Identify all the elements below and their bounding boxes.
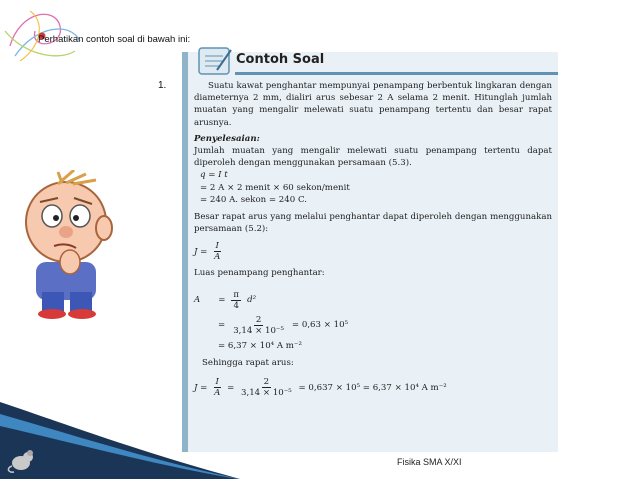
diameter-squared: d² [247, 295, 257, 306]
mouse-icon [6, 444, 36, 474]
problem-text: Suatu kawat penghantar mempunyai penampang berbentuk lingkaran dengan diameternya 2 mm, dialiri arus sebesar 2 A selama 2 menit. Hitunglah jumlah muatan yang mengalir melewati suatu penampang tertentu dan besar rapat arusnya. [194, 81, 552, 128]
formula-area-line-3 [194, 340, 552, 352]
equation-q-step-1: = 2 A × 2 menit × 60 sekon/menit [200, 182, 350, 193]
panel-content [194, 80, 552, 398]
equals-sign: = [218, 320, 226, 331]
equals-sign: = [218, 295, 226, 306]
fraction-denominator: A [214, 388, 221, 399]
corner-decoration [0, 402, 240, 479]
fraction-numerator: 2 [255, 314, 262, 325]
fraction-denominator: 3,14 × 10⁻⁵ [233, 325, 284, 336]
formula-area-line-1 [194, 290, 552, 311]
solution-paragraph-4: Sehingga rapat arus: [202, 357, 294, 368]
equation-q: q = I t [200, 170, 228, 181]
formula-final [194, 377, 552, 398]
formula-j [194, 241, 552, 262]
fraction-pi-over-4 [231, 290, 241, 311]
fraction-numerator: 2 [263, 377, 270, 388]
footer-text: Fisika SMA X/XI [397, 457, 462, 467]
fraction-area-value [231, 315, 286, 336]
area-symbol: A [194, 295, 201, 306]
equals-sign: = [227, 383, 235, 394]
fraction-numerator: I [215, 377, 219, 388]
fraction-denominator: 3,14 × 10⁻⁵ [241, 388, 292, 399]
formula-area [194, 290, 552, 352]
fraction-denominator: 4 [233, 300, 239, 311]
fraction-denominator: A [214, 252, 221, 263]
solution-heading: Penyelesaian: [194, 133, 260, 144]
fraction-final-value [239, 377, 294, 398]
area-intermediate-result: = 0,63 × 10⁵ [291, 320, 349, 331]
solution-paragraph-3: Luas penampang penghantar: [194, 268, 325, 279]
intro-text: Perhatikan contoh soal di bawah ini: [38, 34, 191, 45]
solution-paragraph-1: Jumlah muatan yang mengalir melewati suatu penampang tertentu dapat diperoleh dengan menggunakan persamaan (5.3). [194, 146, 552, 169]
solution-paragraph-2: Besar rapat arus yang melalui penghantar dapat diperoleh dengan menggunakan persamaan (5.2): [194, 212, 552, 235]
title-rule [235, 72, 558, 75]
fraction-numerator: π [233, 289, 240, 300]
formula-area-line-2 [194, 315, 552, 336]
thinking-boy-illustration [18, 170, 128, 320]
fraction-i-over-a [212, 241, 222, 262]
fraction-numerator: I [215, 241, 219, 252]
formula-final-lhs: J = [194, 383, 208, 394]
item-number: 1. [158, 80, 167, 91]
panel-title: Contoh Soal [236, 52, 325, 67]
equation-q-step-2: = 240 A. sekon = 240 C. [200, 194, 307, 205]
formula-j-lhs: J = [194, 247, 208, 258]
final-result: = 0,637 × 10⁵ = 6,37 × 10⁴ A m⁻² [298, 383, 447, 394]
area-result: = 6,37 × 10⁴ A m⁻² [218, 340, 302, 351]
fraction-i-over-a [212, 377, 222, 398]
